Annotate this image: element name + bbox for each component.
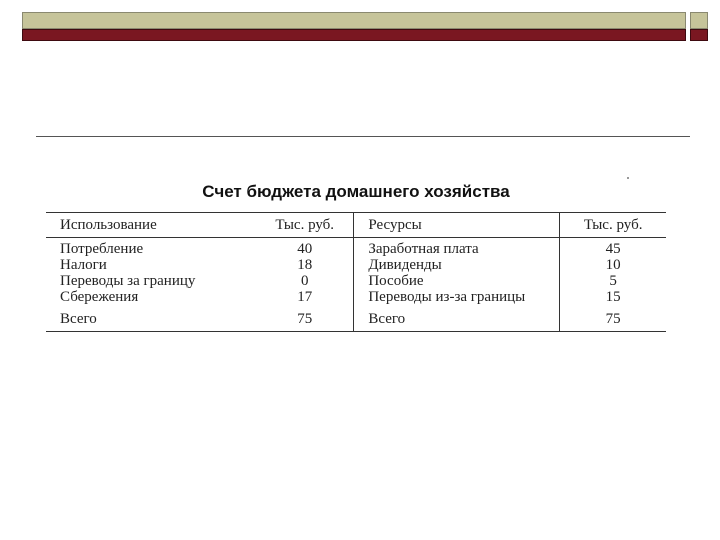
table-row: [46, 257, 666, 273]
total-row: [46, 311, 666, 332]
table-row: [46, 238, 666, 258]
table-title: Счет бюджета домашнего хозяйства: [202, 182, 510, 201]
corner-square-olive: [690, 12, 708, 29]
usage-cell: Переводы за границу: [60, 273, 196, 289]
usage-total-value: 75: [256, 311, 354, 332]
table-header-row: [46, 213, 666, 238]
usage-cell: Налоги: [60, 257, 107, 273]
usage-amount-cell: 0: [256, 273, 354, 289]
usage-amount-cell: 17: [256, 289, 354, 305]
resource-cell: Пособие: [368, 273, 424, 289]
header-usage-amount: Тыс. руб.: [256, 213, 354, 238]
header-resources: Ресурсы: [354, 213, 560, 238]
resource-amount-cell: 5: [560, 273, 666, 289]
usage-amount-cell: 40: [256, 238, 354, 258]
table-row: [46, 273, 666, 289]
usage-total-label: Всего: [60, 311, 97, 327]
resource-total-value: 75: [560, 311, 666, 332]
header-usage: Использование: [46, 213, 256, 238]
table-row: [46, 289, 666, 305]
usage-cell: Потребление: [60, 241, 144, 257]
resource-amount-cell: 15: [560, 289, 666, 305]
resource-cell: Переводы из-за границы: [368, 289, 526, 305]
resource-cell: Заработная плата: [368, 241, 479, 257]
speck-mark: [627, 177, 629, 179]
resource-total-label: Всего: [368, 311, 406, 327]
title-bar-olive: [22, 12, 686, 29]
corner-square-maroon: [690, 29, 708, 41]
resource-amount-cell: 10: [560, 257, 666, 273]
budget-table: [46, 212, 666, 332]
header-resources-amount: Тыс. руб.: [560, 213, 666, 238]
divider-line: [36, 136, 690, 137]
resource-amount-cell: 45: [560, 238, 666, 258]
usage-amount-cell: 18: [256, 257, 354, 273]
resource-cell: Дивиденды: [368, 257, 442, 273]
title-bar-maroon: [22, 29, 686, 41]
usage-cell: Сбережения: [60, 289, 139, 305]
